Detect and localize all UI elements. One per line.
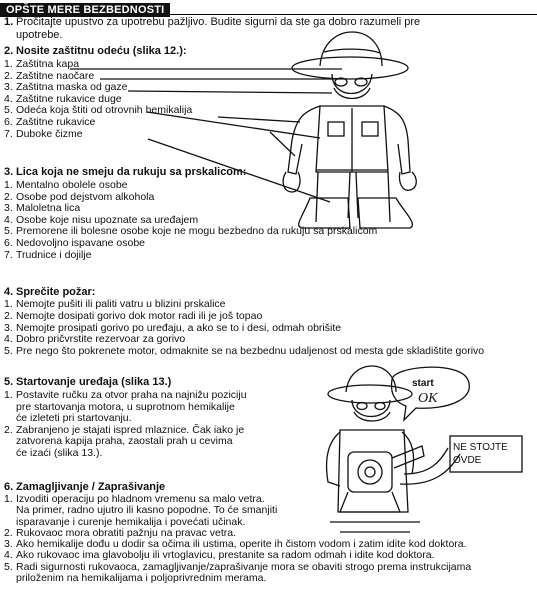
bubble-start-text: start <box>412 378 434 389</box>
list-item-text: će izaći (slika 13.). <box>16 446 103 459</box>
list-item-number: 4. <box>4 213 13 226</box>
section-1-line2: upotrebe. <box>16 29 63 41</box>
list-item-text: pre startovanja motora, u suprotnom hemikalije <box>16 400 235 413</box>
restricted-persons-list <box>4 180 377 261</box>
list-item-number: 4. <box>4 333 13 346</box>
list-item-number: 6. <box>4 115 13 128</box>
list-item-text: Postavite ručku za otvor praha na najnižu poziciju <box>16 389 247 401</box>
list-item-text: Izvoditi operaciju po hladnom vremenu sa malo vetra. <box>16 493 265 505</box>
list-item-text: Osobe pod dejstvom alkohola <box>16 190 155 203</box>
bubble-ok-text: OK <box>418 391 438 406</box>
list-item-text: Zabranjeno je stajati ispred mlaznice. Čak iako je <box>16 423 245 436</box>
list-item-text: Pre nego što pokrenete motor, odmaknite se na bezbednu udaljenost od mesta gde skladištite gorivo <box>16 345 485 358</box>
sign-line1: NE STOJTE <box>453 442 508 453</box>
list-item-number: 1. <box>4 493 13 505</box>
section-1: 1. Pročitajte upustvo za upotrebu pažljivo. Budite sigurni da ste ga dobro razumeli pre <box>4 16 421 28</box>
list-item-number: 5. <box>4 225 13 238</box>
list-item <box>4 346 484 358</box>
list-item-number: 2. <box>4 69 13 82</box>
list-item-number: 1. <box>4 179 13 191</box>
section-3-title: 3. Lica koja ne smeju da rukuju sa prskalicom: <box>4 166 247 178</box>
list-item-text: Ako rukovaoc ima glavobolju ili vrtoglavicu, prestanite sa radom odmah i idite kod doktora. <box>16 549 435 562</box>
list-item-text: Zaštitne naočare <box>16 69 95 82</box>
list-item-text: Nemojte pušiti ili paliti vatru u blizini prskalice <box>16 298 226 310</box>
list-item-number: 1. <box>4 298 13 310</box>
list-item-text: Radi sigurnosti rukovaoca, zamagljivanje/zaprašivanje mora se obaviti strogo prema instrukcijama <box>16 560 472 573</box>
sign-line2: OVDE <box>453 455 482 466</box>
fire-prevention-list <box>4 299 484 358</box>
list-item-number: 3. <box>4 321 13 334</box>
list-item-number: 3. <box>4 538 13 551</box>
list-item-text: priloženim na hemikalijama i poljoprivrednim merama. <box>16 572 267 585</box>
page-title: OPŠTE MERE BEZBEDNOSTI <box>0 3 170 17</box>
list-item-text: Odeća koja štiti od otrovnih hemikalija <box>16 104 193 117</box>
list-item-text: Mentalno obolele osobe <box>16 179 128 191</box>
list-item-number: 2. <box>4 423 13 436</box>
page-header <box>0 0 537 15</box>
list-item-number: 1. <box>4 58 13 70</box>
section-5-title: 5. Startovanje uređaja (slika 13.) <box>4 376 172 388</box>
list-item-number: 6. <box>4 236 13 249</box>
list-item-line <box>4 573 471 584</box>
list-item-text: Trudnice i dojilje <box>16 248 92 261</box>
list-item-number: 2. <box>4 526 13 539</box>
list-item-number: 7. <box>4 248 13 261</box>
list-item-text: Osobe koje nisu upoznate sa uređajem <box>16 213 199 226</box>
list-item-number: 3. <box>4 81 13 94</box>
list-item-text: Rukovaoc mora obratiti pažnju na pravac vetra. <box>16 526 237 539</box>
list-item-text: Zaštitna maska od gaze <box>16 81 128 94</box>
list-item-text: Maloletna lica <box>16 202 81 215</box>
list-item-number: 2. <box>4 190 13 203</box>
list-item-number: 1. <box>4 389 13 401</box>
section-4-title: 4. Sprečite požar: <box>4 286 96 298</box>
section-6-title: 6. Zamagljivanje / Zaprašivanje <box>4 481 166 493</box>
list-item-text: Nemojte prosipati gorivo po uređaju, a ako se to i desi, odmah obrišite <box>16 321 342 334</box>
section-2-title: 2. Nosite zaštitnu odeću (slika 12.): <box>4 45 187 57</box>
list-item-text: Duboke čizme <box>16 127 83 140</box>
list-item-text: Dobro pričvrstite rezervoar za gorivo <box>16 333 186 346</box>
list-item <box>4 250 377 262</box>
list-item-text: isparavanje i curenje hemikalija i povećati učinak. <box>16 515 246 528</box>
list-item-text: Zaštitna kapa <box>16 58 80 70</box>
list-item-text: Ako hemikalije dođu u dodir sa očima ili ustima, operite ih čistom vodom i zatim idite kod doktora. <box>16 538 467 551</box>
startup-figure <box>300 362 534 538</box>
list-item-text: Premorene ili bolesne osobe koje ne mogu bezbedno da rukuju sa prskalicom <box>16 225 378 238</box>
list-item-number: 5. <box>4 560 13 573</box>
list-item-text: zatvorena kapija praha, zaostali prah u cevima <box>16 435 233 448</box>
list-item-number: 2. <box>4 309 13 322</box>
list-item-number: 5. <box>4 104 13 117</box>
list-item-number: 7. <box>4 127 13 140</box>
list-item-text: će izleteti pri startovanju. <box>16 412 132 425</box>
startup-list <box>4 390 247 460</box>
list-item-line <box>4 448 247 460</box>
list-item-number: 4. <box>4 549 13 562</box>
list-item-text: Nedovoljno ispavane osobe <box>16 236 146 249</box>
list-item-text: Zaštitne rukavice duge <box>16 92 122 105</box>
list-item-number: 3. <box>4 202 13 215</box>
list-item-number: 5. <box>4 345 13 358</box>
list-item-text: Na primer, radno ujutro ili kasno popodne. To će smanjiti <box>16 504 278 517</box>
list-item-text: Zaštitne rukavice <box>16 115 96 128</box>
section-1-text: Pročitajte upustvo za upotrebu pažljivo. Budite sigurni da ste ga dobro razumeli pre <box>16 16 421 28</box>
list-item-text: Nemojte dosipati gorivo dok motor radi ili je još topao <box>16 309 263 322</box>
list-item-number: 4. <box>4 92 13 105</box>
